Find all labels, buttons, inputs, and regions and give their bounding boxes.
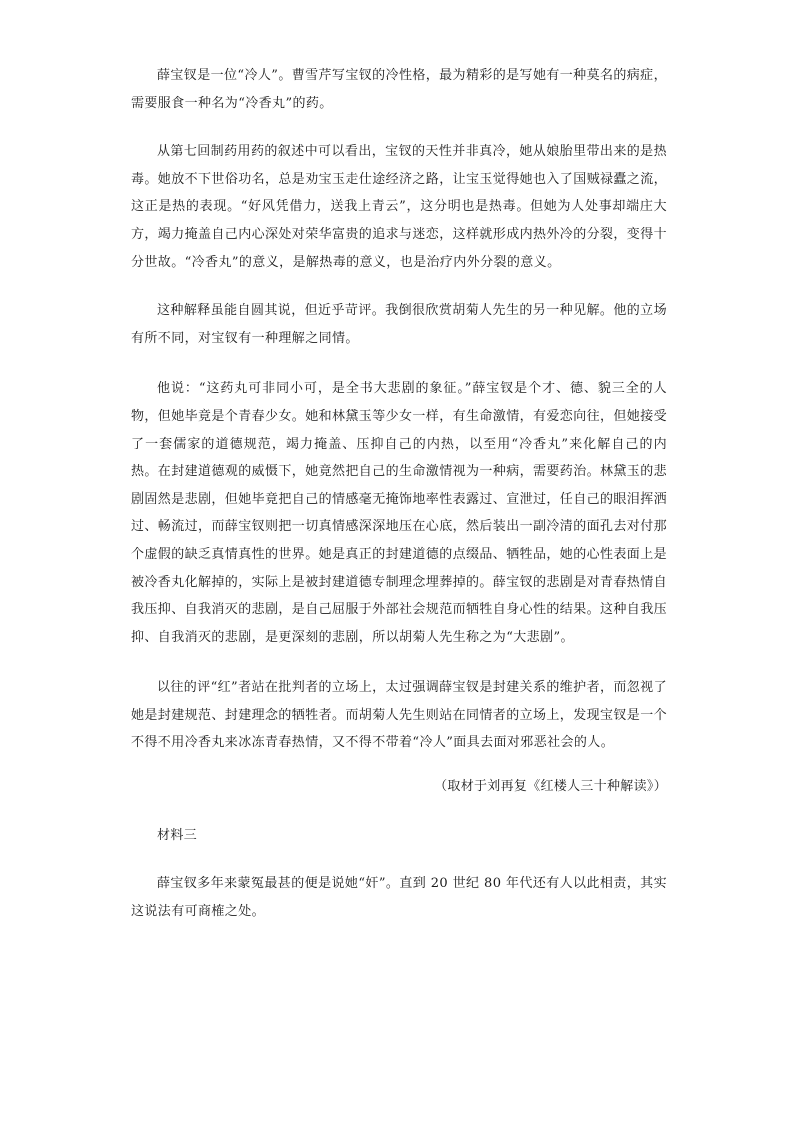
section-heading: 材料三	[157, 827, 198, 843]
paragraph-1: 薛宝钗是一位“冷人”。曹雪芹写宝钗的冷性格，最为精彩的是写她有一种莫名的病症，需要服食一种名为“冷香丸”的药。	[131, 68, 667, 111]
paragraph-3: 这种解释虽能自圆其说，但近乎苛评。我倒很欣赏胡菊人先生的另一种见解。他的立场有所不同，对宝钗有一种理解之同情。	[131, 303, 667, 346]
paragraph-4: 他说：“这药丸可非同小可，是全书大悲剧的象征。”薛宝钗是个才、德、貌三全的人物，但她毕竟是个青春少女。她和林黛玉等少女一样，有生命激情，有爱恋向往，但她接受了一套儒家的道德规范，竭力掩盖、压抑自己的内热，以至用“冷香丸”来化解自己的内热。在封建道德观的威慑下，她竟然把自己的生命激情视为一种病，需要药治。林黛玉的悲剧固然是悲剧，但她毕竟把自己的情感毫无掩饰地率性表露过、宣泄过，任自己的眼泪挥洒过、畅流过，而薛宝钗则把一切真情感深深地压在心底，然后装出一副冷清的面孔去对付那个虚假的缺乏真情真性的世界。她是真正的封建道德的点缀品、牺牲品，她的心性表面上是被冷香丸化解掉的，实际上是被封建道德专制理念埋葬掉的。薛宝钗的悲剧是对青春热情自我压抑、自我消灭的悲剧，是自己屈服于外部社会规范而牺牲自身心性的结果。这种自我压抑、自我消灭的悲剧，是更深刻的悲剧，所以胡菊人先生称之为“大悲剧”。	[131, 381, 668, 645]
source-citation: （取材于刘再复《红楼人三十种解读》）	[434, 779, 667, 795]
paragraph-2: 从第七回制药用药的叙述中可以看出，宝钗的天性并非真冷，她从娘胎里带出来的是热毒。她放不下世俗功名，总是劝宝玉走仕途经济之路，让宝玉觉得她也入了国贼禄蠹之流，这正是热的表现。“好风凭借力，送我上青云”，这分明也是热毒。但她为人处事却端庄大方，竭力掩盖自己内心深处对荣华富贵的追求与迷恋，这样就形成内热外冷的分裂，变得十分世故。“冷香丸”的意义，是解热毒的意义，也是治疗内外分裂的意义。	[131, 144, 668, 270]
paragraph-6: 薛宝钗多年来蒙冤最甚的便是说她“奸”。直到 20 世纪 80 年代还有人以此相责，其实这说法有可商榷之处。	[131, 876, 667, 919]
document-page	[131, 62, 667, 925]
paragraph-5: 以往的评“红”者站在批判者的立场上，太过强调薛宝钗是封建关系的维护者，而忽视了她是封建规范、封建理念的牺牲者。而胡菊人先生则站在同情者的立场上，发现宝钗是一个不得不用冷香丸来冰冻青春热情，又不得不带着“冷人”面具去面对邪恶社会的人。	[131, 680, 668, 751]
